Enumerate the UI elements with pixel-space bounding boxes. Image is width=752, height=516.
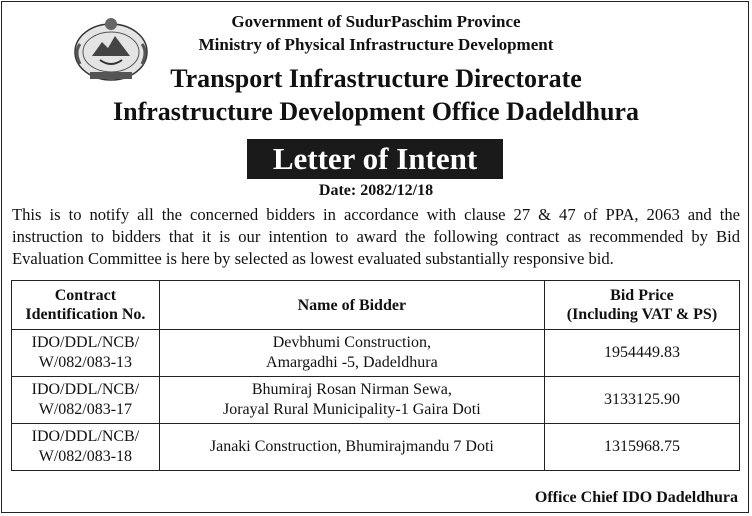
bidder-line1: Devbhumi Construction, [272,334,431,351]
table-row [12,330,740,377]
contract-id-line2: W/082/083-18 [38,448,133,465]
table-row [12,424,740,471]
signature-line: Office Chief IDO Dadeldhura [534,489,738,506]
bid-price-cell: 1954449.83 [544,330,739,377]
header-bidder: Name of Bidder [159,281,544,330]
bidder-cell [159,330,544,377]
bidder-cell [159,377,544,424]
directorate-heading: Transport Infrastructure Directorate [170,64,582,93]
bid-price-cell: 1315968.75 [544,424,739,471]
contract-id-line1: IDO/DDL/NCB/ [31,334,140,351]
bidder-line2: Amargadhi -5, Dadeldhura [266,354,438,371]
table-row [12,377,740,424]
header-contract-id-line2: Identification No. [25,306,146,323]
header-bid-price-line2: (Including VAT & PS) [566,306,718,323]
office-heading: Infrastructure Development Office Dadeldhura [113,97,639,126]
notice-paragraph: This is to notify all the concerned bidders in accordance with clause 27 & 47 of PPA, 2063 and the instruction to bidders that it is our intention to award the following contract as recommended by Bid Evaluation Committee is here by selected as lowest evaluated substantially responsive bid. [12,205,740,268]
table-header-row [12,281,740,330]
bidder-cell: Janaki Construction, Bhumirajmandu 7 Doti [159,424,544,471]
bid-price-cell: 3133125.90 [544,377,739,424]
document-title: Letter of Intent [247,139,503,179]
header-contract-id-line1: Contract [54,287,117,304]
bidder-line1: Bhumiraj Rosan Nirman Sewa, [251,381,452,398]
header-contract-id [12,281,160,330]
contract-id-cell [12,377,160,424]
contract-id-line2: W/082/083-17 [38,401,133,418]
contract-id-line1: IDO/DDL/NCB/ [31,381,140,398]
contract-id-line2: W/082/083-13 [38,354,133,371]
contract-id-line1: IDO/DDL/NCB/ [31,428,140,445]
contract-id-cell [12,424,160,471]
contract-id-cell [12,330,160,377]
header-bid-price [544,281,739,330]
notice-date: Date: 2082/12/18 [318,182,434,199]
government-heading: Government of SudurPaschim Province [231,12,521,31]
header-bid-price-line1: Bid Price [610,287,674,304]
bidder-line2: Jorayal Rural Municipality-1 Gaira Doti [222,401,481,418]
ministry-heading: Ministry of Physical Infrastructure Development [198,35,554,54]
bid-table [11,280,740,471]
